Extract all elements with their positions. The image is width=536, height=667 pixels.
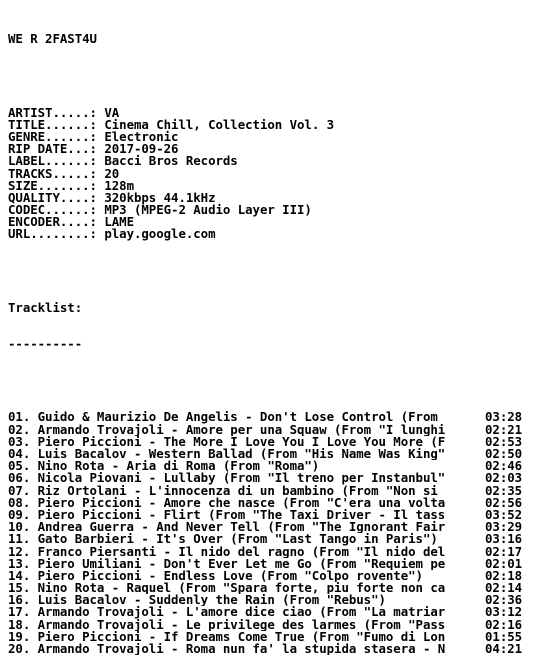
track-row [8,494,528,510]
track-row [8,582,528,594]
track-duration: 04:21 [485,641,523,656]
track-title: 10. Andrea Guerra - And Never Tell (From "The Ignorant Fair [8,521,446,534]
track-row [8,533,528,545]
info-field-key: LABEL......: [8,153,97,169]
track-title: 19. Piero Piccioni - If Dreams Come True (From "Fumo di Lon [8,630,446,644]
info-field-value: Bacci Bros Records [104,153,238,169]
track-duration: 02:21 [485,421,523,437]
track-duration: 02:56 [485,494,523,510]
track-title: 18. Armando Trovajoli - Le privilege des larmes (From "Pass [8,618,446,631]
info-field-value: Electronic [104,128,179,144]
track-title: 06. Nicola Piovani - Lullaby (From "Il treno per Instanbul" [8,472,446,485]
track-title: 20. Armando Trovajoli - Roma nun fa' la stupida stasera - N [8,643,446,656]
info-field-value: 20 [104,165,120,181]
spacer [8,375,536,387]
info-field-value: Cinema Chill, Collection Vol. 3 [104,116,335,132]
info-field-value: 128m [104,177,134,193]
track-row [8,506,528,522]
tracklist-heading: Tracklist: [8,301,83,314]
tracklist [8,411,536,655]
spacer [8,265,536,277]
track-row [8,448,528,460]
track-title: 16. Luis Bacalov - Suddenly the Rain (From "Rebus") [8,594,386,607]
track-row [8,421,528,437]
info-field-key: SIZE.......: [8,177,97,193]
track-title: 05. Nino Rota - Aria di Roma (From "Roma") [8,460,320,473]
track-title: 02. Armando Trovajoli - Amore per una Squaw (From "I lunghi [8,423,446,436]
track-row [8,460,528,472]
info-field-key: RIP DATE...: [8,141,97,157]
track-row [8,555,528,571]
track-title: 12. Franco Piersanti - Il nido del ragno (From "Il nido del [8,545,446,558]
release-group-title: WE R 2FAST4U [8,33,97,46]
info-field-key: QUALITY....: [8,189,97,205]
track-duration: 02:46 [485,458,523,474]
track-duration: 02:14 [485,580,523,596]
info-field-key: TITLE......: [8,116,97,132]
track-duration: 02:16 [485,616,523,632]
info-field-value: 320kbps 44.1kHz [104,189,216,205]
track-title: 03. Piero Piccioni - The More I Love You I Love You More (F [8,435,446,449]
track-title: 04. Luis Bacalov - Western Ballad (From "His Name Was King" [8,448,446,461]
track-row [8,616,528,632]
track-title: 08. Piero Piccioni - Amore che nasce (From "C'era una volta [8,496,446,509]
track-duration: 02:17 [485,543,523,559]
track-row [8,482,528,498]
info-field-key: CODEC......: [8,202,97,218]
track-title: 11. Gato Barbieri - It's Over (From "Last Tango in Paris") [8,533,438,546]
nfo-text-view [8,9,536,667]
track-row [8,521,528,533]
info-field-key: TRACKS.....: [8,165,97,181]
info-field-value: MP3 (MPEG-2 Audio Layer III) [104,202,312,218]
info-field-key: ENCODER....: [8,214,97,230]
track-duration: 02:36 [485,592,523,608]
track-title: 14. Piero Piccioni - Endless Love (From "Colpo rovente") [8,569,423,583]
track-title: 13. Piero Umiliani - Don't Ever Let me Go (From "Requiem pe [8,557,446,570]
info-field-key: URL........: [8,226,97,242]
track-duration: 03:29 [485,519,523,535]
release-info-fields [8,104,536,242]
track-row [8,543,528,559]
track-row [8,567,528,583]
track-duration: 02:01 [485,555,523,571]
track-title: 07. Riz Ortolani - L'innocenza di un bambino (From "Non si [8,484,438,497]
info-field-value: VA [104,104,120,120]
info-field-value: play.google.com [104,226,216,242]
track-duration: 03:16 [485,531,523,547]
track-row [8,472,528,484]
info-field [8,228,536,240]
track-row [8,606,528,618]
track-title: 15. Nino Rota - Raquel (From "Spara forte, piu forte non ca [8,582,446,595]
track-duration: 02:18 [485,567,523,583]
track-duration: 03:28 [485,409,523,425]
info-field-value: LAME [104,214,134,230]
track-row [8,594,528,606]
info-field-key: ARTIST.....: [8,104,97,120]
spacer [8,70,536,82]
track-duration: 03:52 [485,506,523,522]
info-field-value: 2017-09-26 [104,141,179,157]
info-field-key: GENRE......: [8,128,97,144]
track-duration: 02:53 [485,433,523,449]
track-row [8,411,528,423]
track-row [8,628,528,644]
track-duration: 02:35 [485,482,523,498]
track-duration: 02:03 [485,470,523,486]
track-duration: 02:50 [485,446,523,461]
tracklist-underline: ---------- [8,338,83,351]
track-duration: 03:12 [485,604,523,620]
track-row [8,643,528,655]
track-title: 17. Armando Trovajoli - L'amore dice ciao (From "La matriar [8,606,446,619]
track-row [8,433,528,449]
track-duration: 01:55 [485,628,523,644]
track-title: 01. Guido & Maurizio De Angelis - Don't Lose Control (From [8,411,438,424]
track-title: 09. Piero Piccioni - Flirt (From "The Taxi Driver - Il tass [8,508,446,522]
